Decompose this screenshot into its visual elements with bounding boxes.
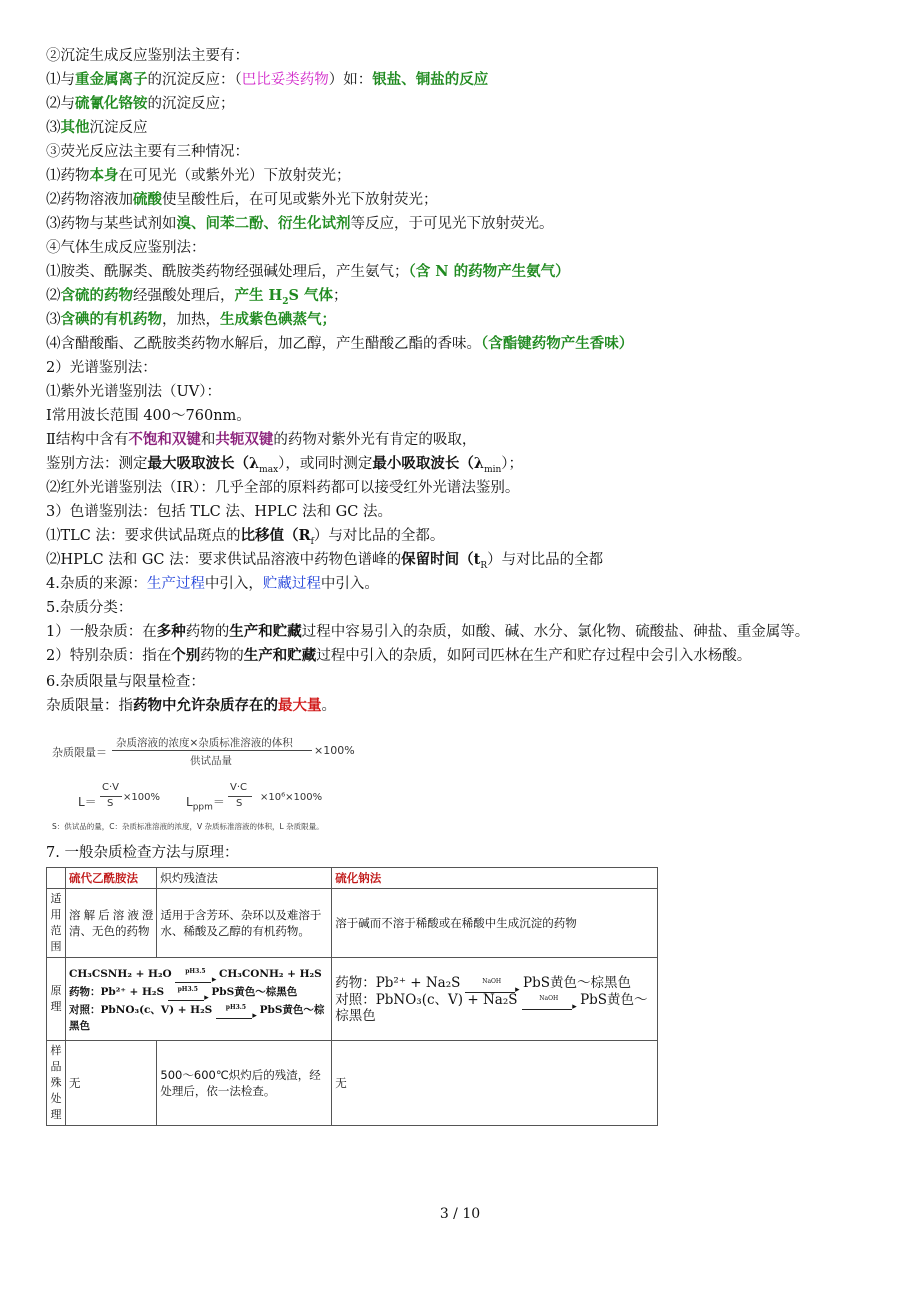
table-row [47, 958, 658, 1041]
table-cell: 适用于含芳环、杂环以及难溶于水、稀酸及乙醇的有机药物。 [157, 889, 332, 958]
text-line: ②沉淀生成反应鉴别法主要有： [46, 48, 249, 64]
text-line: ④气体生成反应鉴别法： [46, 240, 206, 256]
text-line: ⑴药物本身在可见光（或紫外光）下放射荧光； [46, 167, 351, 184]
text-line: 鉴别方法：测定最大吸取波长$(\lambda_{max})$，或同时测定最小吸取波长$(\lambda_{min})$； [46, 455, 524, 475]
text-line: ③荧光反应法主要有三种情况： [46, 144, 249, 160]
formula-lppm-lhs: $L_{ppm}=$ [186, 795, 225, 813]
formula-l-denominator: S [107, 798, 114, 809]
table-cell [47, 868, 66, 889]
impurity-check-table [46, 867, 658, 1126]
row-label: 样品殊处理 [47, 1041, 66, 1126]
fraction-line [112, 750, 312, 751]
equation: 药物：Pb²⁺ + Na₂S ▸ NaOH PbS黄色～棕黑色 [335, 974, 654, 991]
text-line: 1）一般杂质：在多种药物的生产和贮藏过程中容易引入的杂质，如酸、碱、水分、氯化物、硫酸盐、砷盐、重金属等。 [46, 623, 810, 640]
text-line: ⑵药物溶液加硫酸使呈酸性后，在可见或紫外光下放射荧光； [46, 191, 438, 208]
text-line: 2）特别杂质：指在个别药物的生产和贮藏过程中引入的杂质，如阿司匹林在生产和贮存过程中会引入水杨酸。 [46, 647, 752, 664]
text-line: ⑴紫外光谱鉴别法（UV）： [46, 384, 221, 400]
text-line: ⑴与重金属离子的沉淀反应：（巴比妥类药物）如：银盐、铜盐的反应 [46, 71, 489, 88]
text-line: 2）光谱鉴别法： [46, 360, 157, 376]
table-header-cell: 硫化钠法 [332, 868, 658, 889]
text-line: ⑴胺类、酰脲类、酰胺类药物经强碱处理后，产生氨气；（含 N 的药物产生氨气） [46, 263, 570, 280]
table-header-row [47, 868, 658, 889]
table-cell: 溶于碱而不溶于稀酸或在稀酸中生成沉淀的药物 [332, 889, 658, 958]
text-line: ⑵红外光谱鉴别法（IR）：几乎全部的原料药都可以接受红外光谱法鉴别。 [46, 480, 520, 496]
table-cell-equations [332, 958, 658, 1041]
row-label: 适用范围 [47, 889, 66, 958]
reaction-arrow: ▸ NaOH [522, 991, 576, 1007]
row-label: 原理 [47, 958, 66, 1041]
formula-l-lhs: L＝ [78, 795, 97, 809]
table-header-cell: 炽灼残渣法 [157, 868, 332, 889]
equation: 药物：Pb²⁺ + H₂S ▸ pH3.5 PbS黄色～棕黑色 [69, 982, 328, 1000]
formula-l-percent: ×100% [123, 792, 160, 803]
equation: CH₃CSNH₂ + H₂O ▸ pH3.5 CH₃CONH₂ + H₂S [69, 964, 328, 982]
text-line: 3）色谱鉴别法：包括 TLC 法、HPLC 法和 GC 法。 [46, 504, 392, 520]
formula-denominator: 供试品量 [190, 755, 232, 767]
text-line: ⑴TLC 法：要求供试品斑点的比移值$(R_f)$与对比品的全都。 [46, 527, 445, 547]
text-line: ⑵含硫的药物经强酸处理后，产生 $H_2S$ 气体； [46, 287, 348, 307]
formula-lhs: 杂质限量＝ [52, 746, 107, 759]
formula-numerator: 杂质溶液的浓度×杂质标准溶液的体积 [116, 737, 293, 749]
fraction-line [228, 796, 252, 797]
text-line: ⑶含碘的有机药物，加热，生成紫色碘蒸气； [46, 311, 336, 328]
page-number: 3 / 10 [439, 1206, 481, 1222]
text-line: ⑶药物与某些试剂如溴、间苯二酚、衍生化试剂等反应，于可见光下放射荧光。 [46, 215, 554, 232]
text-line: ⑷含醋酸酯、乙酰胺类药物水解后，加乙醇，产生醋酸乙酯的香味。（含酯键药物产生香味） [46, 335, 634, 352]
text-line: Ⅰ常用波长范围 400～760nm。 [46, 408, 251, 424]
text-line: ⑵与硫氰化铬铵的沉淀反应； [46, 95, 235, 112]
text-line: 杂质限量：指药物中允许杂质存在的最大量。 [46, 697, 336, 714]
formula-lppm-percent: ×10⁶×100% [260, 792, 323, 803]
table-cell: 无 [332, 1041, 658, 1126]
table-row [47, 1041, 658, 1126]
text-line: ⑶其他沉淀反应 [46, 119, 148, 136]
formula-note: S：供试品的量，C：杂质标准溶液的浓度，V 杂质标准溶液的体积，L 杂质限量。 [52, 822, 324, 831]
equation: 对照：PbNO₃(c、V) + H₂S ▸ pH3.5 PbS黄色～棕黑色 [69, 1000, 328, 1034]
text-line: 5.杂质分类： [46, 600, 133, 616]
text-line: Ⅱ结构中含有不饱和双键和共轭双键的药物对紫外光有肯定的吸取， [46, 431, 477, 448]
reaction-arrow: ▸ pH3.5 [175, 964, 215, 980]
table-cell: 溶解后溶液澄清、无色的药物 [65, 889, 156, 958]
reaction-arrow: ▸ pH3.5 [216, 1000, 256, 1016]
equation: 对照：PbNO₃(c、V) + Na₂S ▸ NaOH PbS黄色～棕黑色 [335, 991, 654, 1024]
table-cell: 无 [65, 1041, 156, 1126]
formula-lppm-denominator: S [236, 798, 243, 809]
impurity-limit-formula [50, 735, 430, 835]
text-line: ⑵HPLC 法和 GC 法：要求供试品溶液中药物色谱峰的保留时间$(t_R)$与对比品的全都 [46, 551, 604, 571]
formula-lppm-numerator: V·C [230, 782, 248, 793]
table-row [47, 889, 658, 958]
formula-percent: ×100% [314, 744, 355, 757]
table-cell: 500～600℃炽灼后的残渣，经处理后，依一法检查。 [157, 1041, 332, 1126]
section-heading: 7. 一般杂质检查方法与原理： [46, 845, 239, 861]
text-line: 4.杂质的来源：生产过程中引入，贮藏过程中引入。 [46, 576, 379, 592]
text-line: 6.杂质限量与限量检查： [46, 674, 205, 690]
table-header-cell: 硫代乙酰胺法 [65, 868, 156, 889]
formula-l-numerator: C·V [102, 782, 120, 793]
table-cell-equations [65, 958, 331, 1041]
fraction-line [100, 796, 122, 797]
reaction-arrow: ▸ pH3.5 [168, 982, 208, 998]
reaction-arrow: ▸ NaOH [465, 974, 519, 990]
